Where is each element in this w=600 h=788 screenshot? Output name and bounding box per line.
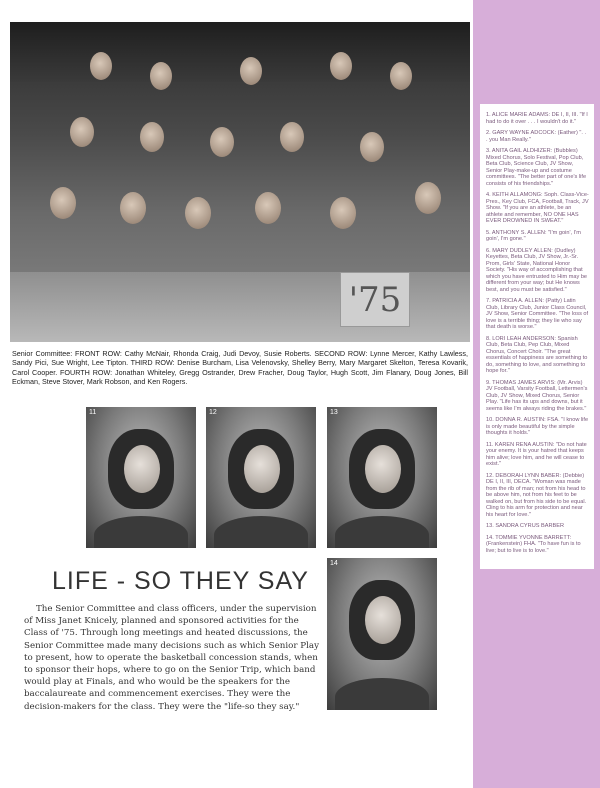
student-head <box>185 197 211 229</box>
portrait-shoulders <box>335 678 429 710</box>
student-head <box>240 57 262 85</box>
student-head <box>140 122 164 152</box>
portrait-face <box>244 445 280 493</box>
portrait-shoulders <box>214 516 308 548</box>
class-of-75-sign: '75 <box>340 272 410 327</box>
senior-bio: 11. KAREN RENA AUSTIN: "Do not hate your enemy. It is your hatred that keeps him alive; love him, and he will cease to exist." <box>486 441 587 467</box>
portrait-face <box>365 596 401 644</box>
senior-bio: 7. PATRICIA A. ALLEN: (Patty) Latin Club, Library Club, Junior Class Council, JV Show, Senior Committee. "The loss of love is a terrible thing; they lie who say that death is worse." <box>486 298 589 330</box>
senior-bio: 6. MARY DUDLEY ALLEN: (Dudley) Keyettes, Beta Club, JV Show, Jr.-Sr. Prom, Girls' State, National Honor Society. "His way of accomplishing that which you have entrusted to Him may be different from your way; but He knows best, and you must be satisfied." <box>486 247 588 293</box>
story-paragraph: The Senior Committee and class officers, under the supervision of Miss Janet Knicely, planned and sponsored activities for the Class of '75. Through long meetings and heated discussions, the Senior Committee made many decisions such as which Senior Play to present, how to operate the basketball concession stands, when to sponsor their hops, where to go on the Senior Trip, which band would play at Finals, and who would be the speakers for the baccalaureate and commencement exercises. They were the decision-makers for the class. They were the "life-so they say." <box>24 604 319 712</box>
portrait-number: 14 <box>330 560 338 567</box>
portrait-number: 12 <box>209 409 217 416</box>
student-head <box>280 122 304 152</box>
portrait-shoulders <box>335 516 429 548</box>
senior-bio: 1. ALICE MARIE ADAMS: DE I, II, III. "If I had to do it over . . . I wouldn't do it." <box>486 112 588 125</box>
portrait-number: 11 <box>89 409 97 416</box>
student-head <box>50 187 76 219</box>
senior-bio: 14. TOMMIE YVONNE BARRETT: (Frankenstein) FHA. "To have fun is to live; but to live is to love." <box>486 534 581 554</box>
senior-bio: 4. KEITH ALLAMONG: Soph. Class-Vice-Pres., Key Club, FCA, Football, Track, JV Show. "If you are an athlete, be an athlete and remember, NO ONE HAS EVER DROWNED IN SWEAT." <box>486 192 589 224</box>
student-head <box>390 62 412 90</box>
portrait-face <box>124 445 160 493</box>
portrait-shoulders <box>94 516 188 548</box>
student-head <box>360 132 384 162</box>
portrait-12 <box>206 407 316 548</box>
student-head <box>255 192 281 224</box>
student-head <box>210 127 234 157</box>
student-head <box>70 117 94 147</box>
page-headline: LIFE - SO THEY SAY <box>52 567 309 595</box>
portrait-13 <box>327 407 437 548</box>
portrait-face <box>365 445 401 493</box>
senior-bio: 13. SANDRA CYRUS BARBER <box>486 523 565 529</box>
student-head <box>330 197 356 229</box>
senior-bio: 10. DONNA R. AUSTIN: FSA. "I know life is only made beautiful by the simple thoughts it holds." <box>486 417 589 436</box>
group-photo <box>10 22 470 342</box>
portrait-11 <box>86 407 196 548</box>
senior-bio: 5. ANTHONY S. ALLEN: "I'm goin', I'm goin', I'm gone." <box>486 229 581 242</box>
senior-bio: 9. THOMAS JAMES ARVIS: (Mr. Arvis) JV Football, Varsity Football, Lettermen's Club, JV Show, Mixed Chorus, Senior Play. "Life has its ups and downs, but it seems like I'm always riding the brakes." <box>486 379 588 412</box>
student-head <box>330 52 352 80</box>
senior-bio: 12. DEBORAH LYNN BABER: (Debbie) DE I, II, III, DECA. "Woman was made from the rib of man; not from his head to be above him, not from his feet to be walked on, but from his side to be equal. Cling to his arm for protection and near his heart for love." <box>486 472 587 518</box>
student-head <box>415 182 441 214</box>
group-photo-caption: Senior Committee: FRONT ROW: Cathy McNair, Rhonda Craig, Judi Devoy, Susie Roberts. SECOND ROW: Lynne Mercer, Kathy Lawless, Sandy Pici, Sue Wright, Lee Tipton. THIRD ROW: Denise Burcham, Lisa Velenovsky, Shelley Berry, Mary Margaret Skelton, Teresa Kovarik, Carol Cooper. FOURTH ROW: Jonathan Whiteley, Gregg Ostrander, Drew Fracher, Doug Taylor, Hugh Scott, Jim Flanary, Doug Jones, Bill Eckman, Steve Stover, Mark Robson, and Ken Rogers. <box>12 349 468 387</box>
senior-bio: 3. ANITA GAIL ALDHIZER: (Bubbles) Mixed Chorus, Solo Festival, Pop Club, Beta Club, Science Club, JV Show, Senior Play-make-up and costume committees. "The better part of one's life consists of his friendships." <box>486 148 587 187</box>
student-head <box>150 62 172 90</box>
senior-bio: 2. GARY WAYNE ADCOCK: (Eather) ". . . you Man Really." <box>486 130 587 143</box>
portrait-14 <box>327 558 437 710</box>
student-head <box>120 192 146 224</box>
portrait-number: 13 <box>330 409 338 416</box>
senior-bios-column <box>480 104 594 569</box>
senior-bio: 8. LORI LEAH ANDERSON: Spanish Club, Beta Club, Pep Club, Mixed Chorus, Concert Choir. "The great essentials of happiness are something to do, something to love, and something to hope for." <box>486 335 588 374</box>
student-head <box>90 52 112 80</box>
